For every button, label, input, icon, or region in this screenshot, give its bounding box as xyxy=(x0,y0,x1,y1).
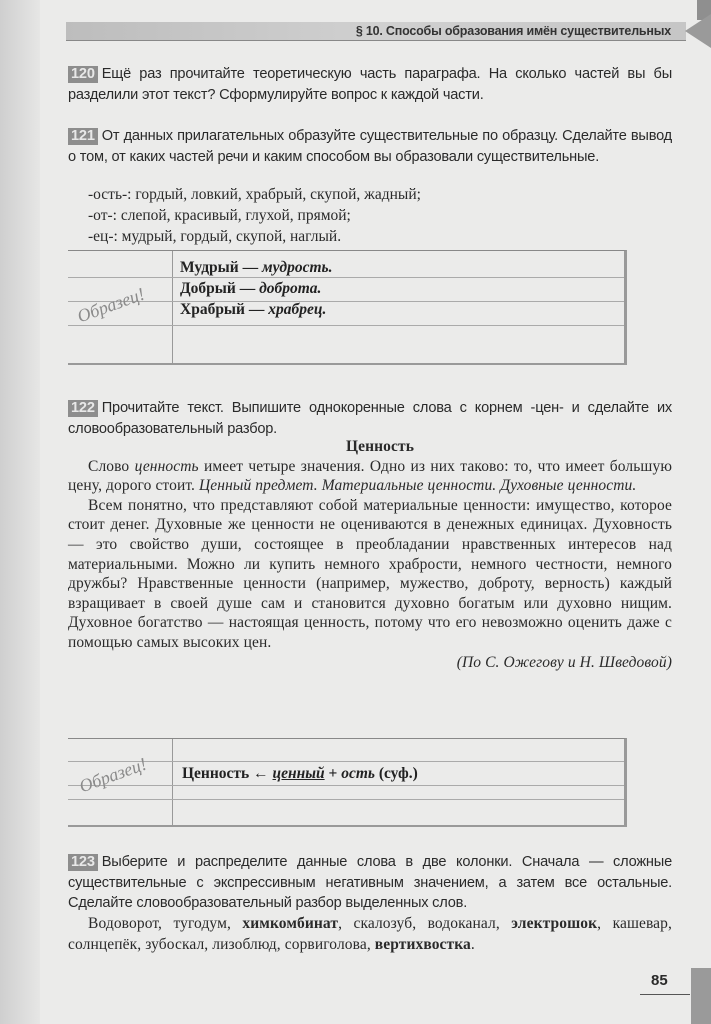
task-text: Прочитайте текст. Выпишите однокоренные слова с корнем -цен- и сделайте их словообразовательный разбор. xyxy=(68,400,672,437)
page-number: 85 xyxy=(651,972,668,989)
sample-line: Мудрый — мудрость. xyxy=(180,259,333,276)
sample-box-121 xyxy=(68,250,627,365)
word: сорвиголова xyxy=(284,936,367,953)
divider xyxy=(68,301,624,302)
divider xyxy=(68,277,624,278)
page-gutter-shadow xyxy=(0,0,40,1024)
sample-line: Добрый — доброта. xyxy=(180,280,322,297)
task-121 xyxy=(68,126,672,167)
word: вертихвостка xyxy=(374,936,471,953)
task-123 xyxy=(68,852,672,914)
divider xyxy=(68,325,624,326)
page-number-rule xyxy=(640,994,690,995)
divider xyxy=(68,799,624,800)
word: химкомбинат xyxy=(242,915,339,932)
task-text: От данных прилагательных образуйте существительные по образцу. Сделайте вывод о том, от каких частей речи и каким способом вы образовали существительные. xyxy=(68,128,672,165)
divider xyxy=(172,739,173,825)
paragraph: Всем понятно, что представляют собой материальные ценности: имущество, которое стоит денег. Духовные же ценности не оцениваются в денежных единицах. Духовность — это свойство души, состоящее в преобладании нравственных интересов над материальными. Можно ли купить немного храбрости, немного честности, немного дружбы? Нравственные ценности (например, мужество, доброту, верность) каждый взращивает в своей душе сам и становится духовно богатым или духовно нищим. Духовное богатство — настоящая ценность, потому что его невозможно оценить даже с помощью самых высоких цен. xyxy=(68,496,672,651)
word: водоканал xyxy=(427,915,496,932)
task-text: Ещё раз прочитайте теоретическую часть параграфа. На сколько частей вы бы разделили этот текст? Сформулируйте вопрос к каждой части. xyxy=(68,66,672,103)
sample-label: Образец! xyxy=(76,753,150,797)
divider xyxy=(68,761,624,762)
sample-lines xyxy=(180,257,333,320)
divider xyxy=(68,785,624,786)
text-title: Ценность xyxy=(345,438,415,455)
word: скалозуб xyxy=(353,915,413,932)
paragraph: Слово ценность имеет четыре значения. Одно из них таково: то, что имеет большую цену, дорого стоит. Ценный предмет. Материальные ценности. Духовные ценности. xyxy=(68,457,672,495)
suffix-list xyxy=(88,184,421,247)
word: Водоворот xyxy=(88,915,159,932)
word: тугодум xyxy=(173,915,227,932)
task-number: 122 xyxy=(68,400,98,417)
section-title: § 10. Способы образования имён существительных xyxy=(355,24,671,38)
task-number: 120 xyxy=(68,66,98,83)
word: электрошок xyxy=(511,915,598,932)
word: лизоблюд xyxy=(212,936,277,953)
task-text: Выберите и распределите данные слова в две колонки. Сначала — сложные существительные с экспрессивным негативным значением, а затем все остальные. Сделайте словообразовательный разбор выделенных слов. xyxy=(68,854,672,911)
task-122 xyxy=(68,398,672,439)
suffix-line: -ость-: гордый, ловкий, храбрый, скупой, жадный; xyxy=(88,186,421,203)
sample-label: Образец! xyxy=(74,283,148,327)
sample-line: Храбрый — храбрец. xyxy=(180,301,327,318)
word: солнцепёк xyxy=(68,936,138,953)
task-number: 123 xyxy=(68,854,98,871)
word-list xyxy=(68,913,672,955)
suffix-line: -ец-: мудрый, гордый, скупой, наглый. xyxy=(88,228,342,245)
sample-line: Ценность ← ценный + ость (суф.) xyxy=(182,765,418,782)
reading-text xyxy=(68,437,672,672)
word: зубоскал xyxy=(145,936,205,953)
suffix-line: -от-: слепой, красивый, глухой, прямой; xyxy=(88,207,351,224)
task-number: 121 xyxy=(68,128,98,145)
task-120 xyxy=(68,64,672,105)
divider xyxy=(172,251,173,363)
word: кашевар xyxy=(612,915,668,932)
page-corner-tab xyxy=(691,968,711,1024)
header-arrow-icon xyxy=(685,14,711,48)
text-source: (По С. Ожегову и Н. Шведовой) xyxy=(456,653,672,671)
sample-box-122 xyxy=(68,738,627,827)
words-paragraph: Водоворот, тугодум, химкомбинат, скалозуб, водоканал, электрошок, кашевар, солнцепёк, зубоскал, лизоблюд, сорвиголова, вертихвостка. xyxy=(68,915,672,953)
